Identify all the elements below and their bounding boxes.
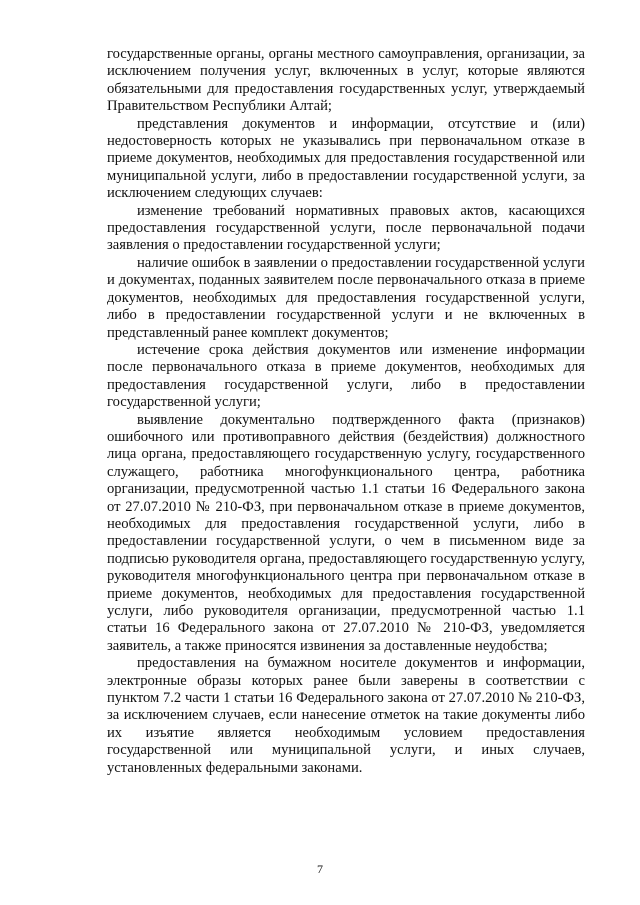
document-body [107, 46, 585, 777]
paragraph-continuation: государственные органы, органы местного самоуправления, организации, за исключением получения услуг, включенных в услуг, которые являются обязательными для предоставления государственных услуг, утверждаемый Правительством Республики Алтай; [107, 46, 585, 115]
paragraph-paper-documents: предоставления на бумажном носителе документов и информации, электронные образы которых ранее были заверены в соответствии с пунктом 7.2 части 1 статьи 16 Федерального закона от 27.07.2010 № 210-ФЗ, за исключением случаев, если нанесение отметок на такие документы либо их изъятие является необходимым условием предоставления государственной или муниципальной услуги, и иных случаев, установленных федеральными законами. [107, 655, 585, 776]
paragraph-validity-expiry: истечение срока действия документов или изменение информации после первоначального отказа в приеме документов, необходимых для предоставления государственной услуги, либо в предоставлении государственной услуги; [107, 341, 585, 411]
paragraph-erroneous-action: выявление документально подтвержденного факта (признаков) ошибочного или противоправного действия (бездействия) должностного лица органа, предоставляющего государственную услугу, государственного служащего, работника многофункционального центра, работника организации, предусмотренной частью 1.1 статьи 16 Федерального закона от 27.07.2010 № 210-ФЗ, при первоначальном отказе в приеме документов, необходимых для предоставления государственной услуги, либо в предоставлении государственной услуги, о чем в письменном виде за подписью руководителя органа, предоставляющего государственную услугу, руководителя многофункционального центра при первоначальном отказе в приеме документов, необходимых для предоставления государственной услуги, либо руководителя организации, предусмотренной частью 1.1 статьи 16 Федерального закона от 27.07.2010 № 210-ФЗ, уведомляется заявитель, а также приносятся извинения за доставленные неудобства; [107, 411, 585, 654]
paragraph-requirements-change: изменение требований нормативных правовых актов, касающихся предоставления государственной услуги, после первоначальной подачи заявления о предоставлении государственной услуги; [107, 202, 585, 254]
paragraph-documents-information: представления документов и информации, отсутствие и (или) недостоверность которых не указывались при первоначальном отказе в приеме документов, необходимых для предоставления государственной или муниципальной услуги, либо в предоставлении государственной услуги, за исключением следующих случаев: [107, 115, 585, 202]
paragraph-application-errors: наличие ошибок в заявлении о предоставлении государственной услуги и документах, поданных заявителем после первоначального отказа в приеме документов, необходимых для предоставления государственной услуги, либо в предоставлении государственной услуги и не включенных в представленный ранее комплект документов; [107, 254, 585, 341]
page-number: 7 [317, 862, 323, 876]
